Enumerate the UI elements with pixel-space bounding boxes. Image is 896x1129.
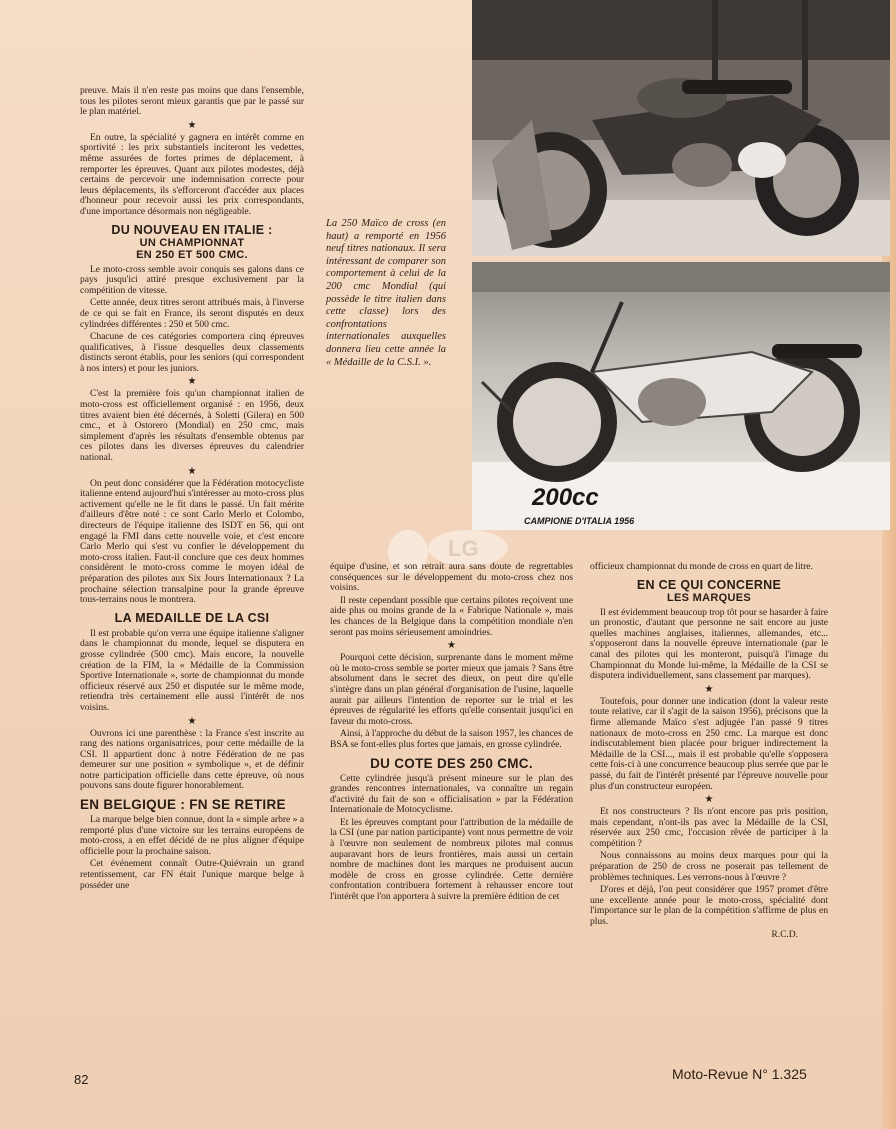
heading-marques [590,579,828,604]
star-separator: ★ [187,715,197,727]
star-separator: ★ [187,376,197,388]
signature: R.C.D. [771,928,798,940]
paragraph: Et nos constructeurs ? Ils n'ont encore pas pris position, mais cependant, n'ont-ils pas avec la Médaille de la CSI, réservée aux 250 cmc, l'occasion rêvée de participer à la compétition ? [590,806,828,849]
svg-text:LG: LG [448,536,479,561]
heading-italie [80,224,304,261]
paragraph: C'est la première fois qu'un championnat italien de moto-cross est officiellement organisé : en 1956, deux titres avaient bien été décernés, à Soletti (Gilera) en 500 cmc., et à Ostorero (Mondial) en 250 cmc, mais simplement d'après les résultats d'ensemble obtenus par ces pilotes dans les diverses épreuves du calendrier national. [80,388,304,464]
heading-italie-sub1: UN CHAMPIONNAT [139,236,245,249]
paragraph: Cette année, deux titres seront attribués mais, à l'inverse de ce qui se fait en France, ils seront disputés en deux cylindrées différentes : 250 et 500 cmc. [80,297,304,330]
paragraph: Nous connaissons au moins deux marques pour qui la préparation de 250 de cross ne poserait pas tellement de problèmes techniques. Les verrons-nous à l'œuvre ? [590,850,828,883]
paragraph: D'ores et déjà, l'on peut considérer que 1957 promet d'être une excellente année pour le moto-cross, spécialité dont l'importance sur le plan de la compétition s'affirme de plus en plus. [590,884,828,928]
heading-medaille: LA MEDAILLE DE LA CSI [114,610,270,625]
photo-caption: La 250 Maïco de cross (en haut) a remporté en 1956 neuf titres nationaux. Il sera intéressant de comparer son comportement à celui de la 200 cmc Mondial (qui possède le titre italien dans cette classe) lors des confrontations internationales auxquelles donnera lieu cette année la « Médaille de la C.S.I. ». [326,218,446,368]
paragraph: Toutefois, pour donner une indication (dont la valeur reste toute relative, car il s'agit de la saison 1956), précisons que la firme allemande Maïco s'est adjugée l'an passé 9 titres nationaux de moto-cross en 250 cmc. La marque est donc indiscutablement bien placée pour briguer indirectement la Médaille de la CSI..., mais il est probable qu'elle s'opposera cette fois-ci à une concurrence beaucoup plus serrée que par le passé, du fait de l'intérêt présenté par l'épreuve nouvelle pour plus d'un constructeur européen. [590,695,828,792]
paragraph: La marque belge bien connue, dont la « simple arbre » a remporté plus d'une victoire sur les terrains européens de moto-cross, a en effet décidé de ne plus aligner d'équipe officielle pour la prochaine saison. [80,814,304,857]
badge-campione: CAMPIONE D'ITALIA 1956 [524,516,635,526]
paragraph: Pourquoi cette décision, surprenante dans le moment même où le moto-cross semble se porter mieux que jamais ? Sans être absolument dans le secret des dieux, on peut dire qu'elle s'intègre dans un plan général d'organisation de l'usine, laquelle aurait par ailleurs l'intention de reporter sur le trial et les épreuves de régularité les efforts qu'elle consentait jusqu'ici en faveur du moto-cross. [330,652,573,727]
heading-250: DU COTE DES 250 CMC. [370,755,533,771]
paragraph: En outre, la spécialité y gagnera en intérêt comme en sportivité : les prix substantiels inciteront les vedettes, même assurées de fortes primes de déplacement, à remporter les épreuves. Quant aux pilotes modestes, déjà certains de percevoir une indemnisation correcte pour leurs déplacements, ils s'efforceront d'accéder aux places d'honneur pour recevoir aussi les prix correspondants, d'une importance désormais non négligeable. [80,131,304,217]
paragraph: Le moto-cross semble avoir conquis ses galons dans ce pays jusqu'ici attiré presque exclusivement par la compétition de vitesse. [80,263,304,296]
star-separator: ★ [187,465,197,477]
page-number: 82 [74,1072,89,1087]
heading-italie-main: DU NOUVEAU EN ITALIE : [111,222,273,237]
heading-belgique: EN BELGIQUE : FN SE RETIRE [80,797,286,813]
photo-mondial-200 [472,262,890,530]
paragraph: Et les épreuves comptant pour l'attribution de la médaille de la CSI (une par nation participante) vont nous permettre de voir à l'œuvre non seulement de nombreux pilotes mal connus auparavant hors de leurs frontières, mais aussi un certain nombre de machines dont les marques ne produisent aucun modèle de cross en grosse cylindrée. Cette dernière confrontation contribuera fortement à rehausser encore tout l'intérêt que l'on apportera à suivre la première édition de cet [330,816,573,903]
magazine-issue: Moto-Revue N° 1.325 [672,1066,807,1082]
column-1 [80,86,304,893]
star-separator: ★ [704,683,714,695]
paragraph: Il est évidemment beaucoup trop tôt pour se hasarder à faire un pronostic, d'autant que personne ne sait encore au juste quelles machines anglaises, italiennes, allemandes, etc... s'opposeront dans la nouvelle épreuve internationale (par le canal des pilotes qui les monteront, puisqu'à l'image du Championnat du Monde lui-même, la Médaille de la CSI se disputera individuellement, sans classement par marques). [590,606,828,682]
heading-marques-sub: LES MARQUES [667,591,751,604]
column-3 [590,562,828,940]
photo-maico-250 [472,0,890,256]
paragraph: Ainsi, à l'approche du début de la saison 1957, les chances de BSA se font-elles plus fortes que jamais, en grosse cylindrée. [330,728,573,750]
paragraph: Cette cylindrée jusqu'à présent mineure sur le plan des grandes rencontres internationales, va connaître un regain d'activité du fait de son « officialisation » par la Fédération Internationale de Motocyclisme. [330,772,573,816]
heading-marques-main: EN CE QUI CONCERNE [636,577,782,592]
star-separator: ★ [447,640,456,652]
paragraph: Il reste cependant possible que certains pilotes reçoivent une aide plus ou moins grande de la « Fabrique Nationale », mais les chances de la Belgique dans la compétition mondiale n'en seront pas moins sérieusement amoindries. [330,594,573,638]
column-2 [330,562,573,905]
paragraph: Cet événement connaît Outre-Quiévrain un grand retentissement, car FN était l'unique marque belge à posséder une [80,858,304,891]
star-separator: ★ [187,119,197,131]
paragraph: Ouvrons ici une parenthèse : la France s'est inscrite au rang des nations organisatrices, pour cette médaille de la CSI. Il appartient donc à notre Fédération de ne pas demeurer sur une position « symbolique », et de définir notre participation officielle dans cette épreuve, où nous pouvons sans doute figurer honorablement. [80,727,304,792]
badge-200cc: 200cc [532,484,599,511]
paragraph: On peut donc considérer que la Fédération motocycliste italienne entend aujourd'hui s'intéresser au moto-cross plus activement qu'elle ne le fit dans le passé. Un fait mérite d'ailleurs d'être noté : ce sont Carlo Merlo et Colombo, directeurs de l'équipe italienne des ISDT en 56, qui ont engagé la FMI dans cette nouvelle voie, et c'est encore Carlo Merlo qui s'est vu confier le développement du moto-cross italien. Faut-il conclure que ces deux hommes considèrent le moto-cross comme le moyen idéal de préparation des pilotes aux Six Jours Internationaux ? La prochaine sélection transalpine pour la grande épreuve tous-terrains nous le montrera. [80,477,304,606]
star-separator: ★ [704,794,714,806]
paragraph: officieux championnat du monde de cross en quart de litre. [590,561,813,572]
paragraph: Il est probable qu'on verra une équipe italienne s'aligner dans le championnat du monde, lequel se disputera en grosse cylindrée (500 cmc). Mais encore, la nouvelle création de la FIM, la « Médaille de la Commission Sportive Internationale », sorte de championnat du monde officieux réservé aux 250 et disputée sur le même mode, retiendra très certainement elle aussi l'intérêt de nos voisins. [80,627,304,713]
paragraph: Chacune de ces catégories comportera cinq épreuves qualificatives, à l'issue desquelles deux classements distincts seront établis, pour les seniors (qui correspondent à nos inters) et pour les juniors. [80,331,304,374]
paragraph: preuve. Mais il n'en reste pas moins que dans l'ensemble, tous les pilotes seront mieux garantis que par le passé sur le plan matériel. [80,85,304,118]
paragraph: équipe d'usine, et son retrait aura sans doute de regrettables conséquences sur le développement du moto-cross chez nos voisins. [330,561,573,594]
heading-italie-sub2: EN 250 ET 500 CMC. [136,248,248,261]
